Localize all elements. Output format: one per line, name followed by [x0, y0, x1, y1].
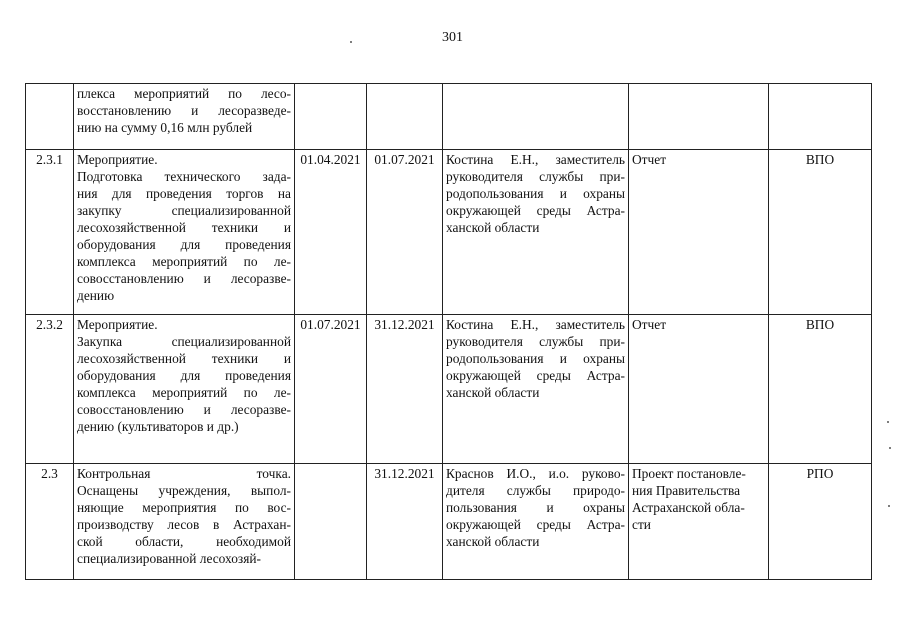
- activity-description-line: совосстановлению и лесоразве-: [77, 402, 291, 417]
- scan-speck: [888, 505, 890, 507]
- activity-plan-table: [25, 83, 872, 580]
- responsible-person-line: ханской области: [446, 220, 540, 235]
- activity-description-line: Оснащены учреждения, выпол-: [77, 483, 291, 498]
- responsible-person-line: окружающей среды Астра-: [446, 368, 625, 383]
- responsible-person: [443, 84, 629, 150]
- activity-description-line: комплекса мероприятий по ле-: [77, 385, 291, 400]
- activity-description-line: Подготовка технического зада-: [77, 169, 291, 184]
- responsible-person: [443, 464, 629, 580]
- approval-level: [769, 84, 872, 150]
- table-row: [26, 84, 872, 150]
- result-document: [629, 464, 769, 580]
- start-date: [295, 464, 367, 580]
- activity-description: [74, 84, 295, 150]
- scan-speck: [350, 41, 352, 43]
- result-document: [629, 84, 769, 150]
- activity-description-line: плекса мероприятий по лесо-: [77, 86, 291, 101]
- start-date: [295, 84, 367, 150]
- responsible-person-line: родопользования и охраны: [446, 351, 625, 366]
- result-document-line: Отчет: [632, 152, 667, 167]
- result-document-line: Проект постановле-: [632, 466, 746, 481]
- result-document: [629, 315, 769, 464]
- result-document-line: ния Правительства: [632, 483, 741, 498]
- page-number: 301: [442, 30, 463, 45]
- table-row: [26, 315, 872, 464]
- end-date: 01.07.2021: [367, 150, 443, 315]
- activity-description-line: дению (культиваторов и др.): [77, 419, 239, 434]
- start-date: 01.07.2021: [295, 315, 367, 464]
- activity-description-line: совосстановлению и лесоразве-: [77, 271, 291, 286]
- responsible-person-line: окружающей среды Астра-: [446, 203, 625, 218]
- activity-description: [74, 150, 295, 315]
- result-document-line: Астраханской обла-: [632, 500, 745, 515]
- activity-description-line: оборудования для проведения: [77, 368, 291, 383]
- activity-description-line: комплекса мероприятий по ле-: [77, 254, 291, 269]
- activity-description-line: лесохозяйственной техники и: [77, 351, 291, 366]
- end-date: 31.12.2021: [367, 464, 443, 580]
- activity-description-line: Мероприятие.: [77, 317, 158, 332]
- start-date: 01.04.2021: [295, 150, 367, 315]
- approval-level: ВПО: [769, 150, 872, 315]
- activity-description-line: Мероприятие.: [77, 152, 158, 167]
- result-document-line: Отчет: [632, 317, 667, 332]
- activity-description-line: Контрольная точка.: [77, 466, 291, 481]
- activity-description: [74, 315, 295, 464]
- responsible-person-line: руководителя службы при-: [446, 169, 625, 184]
- activity-description-line: Закупка специализированной: [77, 334, 291, 349]
- responsible-person-line: дителя службы природо-: [446, 483, 625, 498]
- scan-speck: [889, 447, 891, 449]
- responsible-person-line: пользования и охраны: [446, 500, 625, 515]
- result-document: [629, 150, 769, 315]
- responsible-person-line: окружающей среды Астра-: [446, 517, 625, 532]
- activity-description-line: ния для проведения торгов на: [77, 186, 291, 201]
- activity-description-line: лесохозяйственной техники и: [77, 220, 291, 235]
- row-number: 2.3.2: [26, 315, 74, 464]
- responsible-person-line: руководителя службы при-: [446, 334, 625, 349]
- responsible-person-line: ханской области: [446, 534, 540, 549]
- activity-description-line: восстановлению и лесоразведе-: [77, 103, 291, 118]
- activity-description-line: нию на сумму 0,16 млн рублей: [77, 120, 253, 135]
- row-number: 2.3: [26, 464, 74, 580]
- table-row: [26, 150, 872, 315]
- end-date: [367, 84, 443, 150]
- end-date: 31.12.2021: [367, 315, 443, 464]
- responsible-person: [443, 315, 629, 464]
- approval-level: ВПО: [769, 315, 872, 464]
- responsible-person-line: ханской области: [446, 385, 540, 400]
- table-row: [26, 464, 872, 580]
- activity-description-line: производству лесов в Астрахан-: [77, 517, 291, 532]
- responsible-person-line: родопользования и охраны: [446, 186, 625, 201]
- scan-speck: [887, 421, 889, 423]
- activity-description-line: закупку специализированной: [77, 203, 291, 218]
- activity-description-line: няющие мероприятия по вос-: [77, 500, 291, 515]
- activity-description: [74, 464, 295, 580]
- responsible-person-line: Костина Е.Н., заместитель: [446, 317, 625, 332]
- result-document-line: сти: [632, 517, 651, 532]
- activity-description-line: ской области, необходимой: [77, 534, 291, 549]
- approval-level: РПО: [769, 464, 872, 580]
- responsible-person-line: Костина Е.Н., заместитель: [446, 152, 625, 167]
- activity-description-line: оборудования для проведения: [77, 237, 291, 252]
- row-number: [26, 84, 74, 150]
- responsible-person-line: Краснов И.О., и.о. руково-: [446, 466, 625, 481]
- activity-description-line: специализированной лесохозяй-: [77, 551, 261, 566]
- activity-description-line: дению: [77, 288, 115, 303]
- row-number: 2.3.1: [26, 150, 74, 315]
- responsible-person: [443, 150, 629, 315]
